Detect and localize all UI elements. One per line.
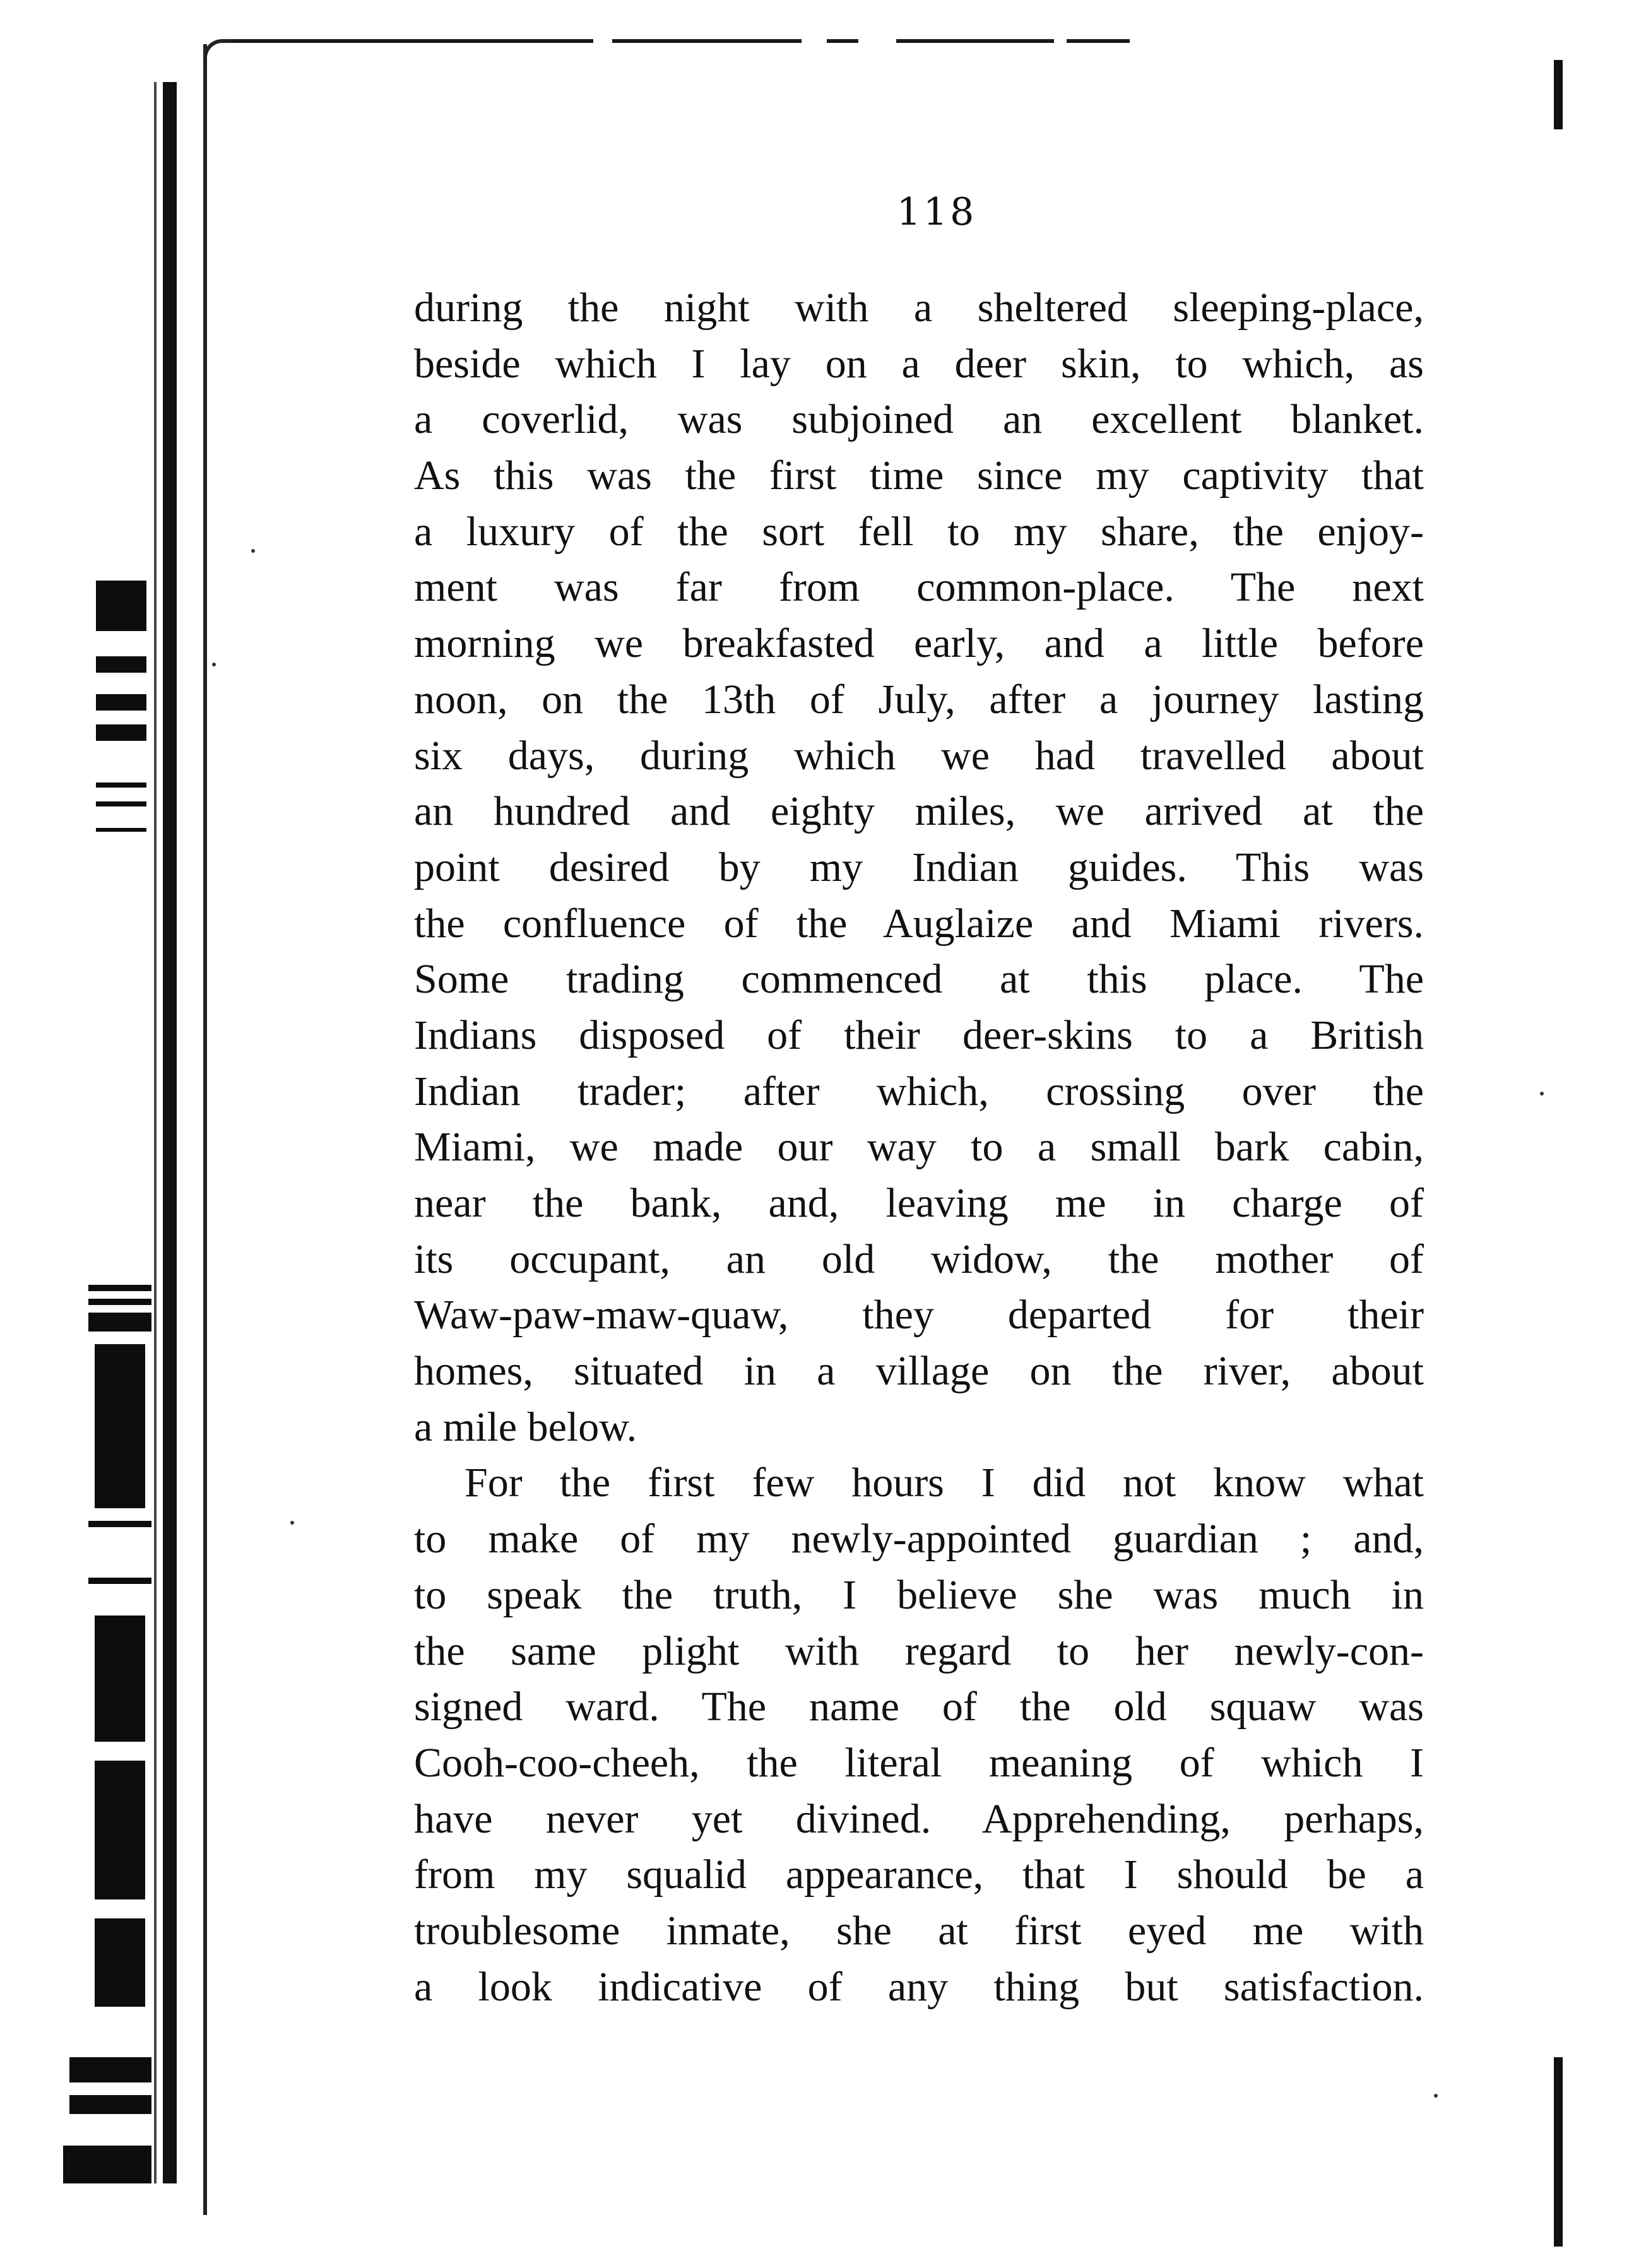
scan-top-rule	[827, 39, 858, 43]
scan-bar	[95, 1344, 145, 1508]
scan-left-frame	[203, 44, 207, 2215]
text-line: six days, during which we had travelled about	[414, 732, 1424, 779]
scan-top-rule	[227, 39, 593, 43]
text-line: Miami, we made our way to a small bark cabin,	[414, 1124, 1424, 1171]
scan-bar	[96, 724, 146, 741]
scan-bar	[96, 694, 146, 711]
text-line: to speak the truth, I believe she was much in	[414, 1571, 1424, 1618]
text-line: homes, situated in a village on the river, about	[414, 1348, 1424, 1395]
scan-bar	[95, 1918, 145, 2007]
scan-frame-corner	[203, 39, 232, 62]
text-line: near the bank, and, leaving me in charge of	[414, 1180, 1424, 1226]
text-line: a coverlid, was subjoined an excellent blanket.	[414, 396, 1424, 443]
text-line: a look indicative of any thing but satisfaction.	[414, 1963, 1424, 2010]
text-line: For the first few hours I did not know what	[465, 1460, 1424, 1506]
text-line: during the night with a sheltered sleeping-place,	[414, 285, 1424, 331]
scan-binding-line	[154, 82, 157, 2183]
scan-right-edge	[1554, 2057, 1563, 2247]
scan-bar	[96, 581, 146, 631]
text-line: the same plight with regard to her newly-con-	[414, 1627, 1424, 1674]
text-line: ment was far from common-place. The next	[414, 564, 1424, 611]
text-line: have never yet divined. Apprehending, perhaps,	[414, 1795, 1424, 1842]
text-line: noon, on the 13th of July, after a journey lasting	[414, 676, 1424, 723]
text-line: a mile below.	[414, 1403, 637, 1450]
scan-speck	[212, 663, 216, 666]
text-line: to make of my newly-appointed guardian ; and,	[414, 1516, 1424, 1562]
scan-bar	[96, 656, 146, 673]
scan-bar	[88, 1313, 151, 1332]
scan-bar	[96, 783, 146, 788]
text-line: As this was the first time since my captivity that	[414, 452, 1424, 499]
scan-bar	[88, 1299, 151, 1305]
scan-top-rule	[1067, 39, 1130, 43]
scan-bar	[69, 2095, 151, 2114]
text-line: morning we breakfasted early, and a little before	[414, 620, 1424, 667]
scan-bar	[95, 1615, 145, 1742]
scan-speck	[290, 1521, 294, 1525]
scan-speck	[1434, 2094, 1438, 2098]
scan-bar	[69, 2057, 151, 2082]
text-line: Indians disposed of their deer-skins to a British	[414, 1012, 1424, 1058]
scan-bar	[63, 2146, 151, 2183]
scan-binding-edge	[163, 82, 177, 2183]
text-line: Some trading commenced at this place. The	[414, 956, 1424, 1003]
body-text	[414, 280, 1424, 2015]
scan-speck	[251, 549, 255, 553]
text-line: from my squalid appearance, that I should be a	[414, 1852, 1424, 1898]
scan-bar	[96, 828, 146, 832]
text-line: point desired by my Indian guides. This was	[414, 844, 1424, 890]
text-line: Cooh-coo-cheeh, the literal meaning of which I	[414, 1739, 1424, 1786]
page-number	[0, 187, 1646, 237]
scan-top-rule	[896, 39, 1054, 43]
scan-bar	[88, 1285, 151, 1291]
scan-top-rule	[612, 39, 802, 43]
page-number-text: 118	[896, 190, 977, 234]
text-line: a luxury of the sort fell to my share, the enjoy-	[414, 508, 1424, 555]
text-line: signed ward. The name of the old squaw was	[414, 1684, 1424, 1730]
scan-right-edge	[1554, 60, 1563, 129]
scan-bar	[88, 1578, 151, 1584]
scan-bar	[95, 1761, 145, 1899]
scan-speck	[1540, 1092, 1544, 1096]
text-line: Indian trader; after which, crossing over the	[414, 1068, 1424, 1114]
text-line: beside which I lay on a deer skin, to which, as	[414, 340, 1424, 387]
text-line: an hundred and eighty miles, we arrived at the	[414, 788, 1424, 835]
scan-bar	[96, 801, 146, 806]
text-line: Waw-paw-maw-quaw, they departed for their	[414, 1292, 1424, 1338]
text-line: its occupant, an old widow, the mother of	[414, 1236, 1424, 1282]
text-line: the confluence of the Auglaize and Miami rivers.	[414, 900, 1424, 947]
scan-bar	[88, 1521, 151, 1527]
text-line: troublesome inmate, she at first eyed me with	[414, 1907, 1424, 1954]
